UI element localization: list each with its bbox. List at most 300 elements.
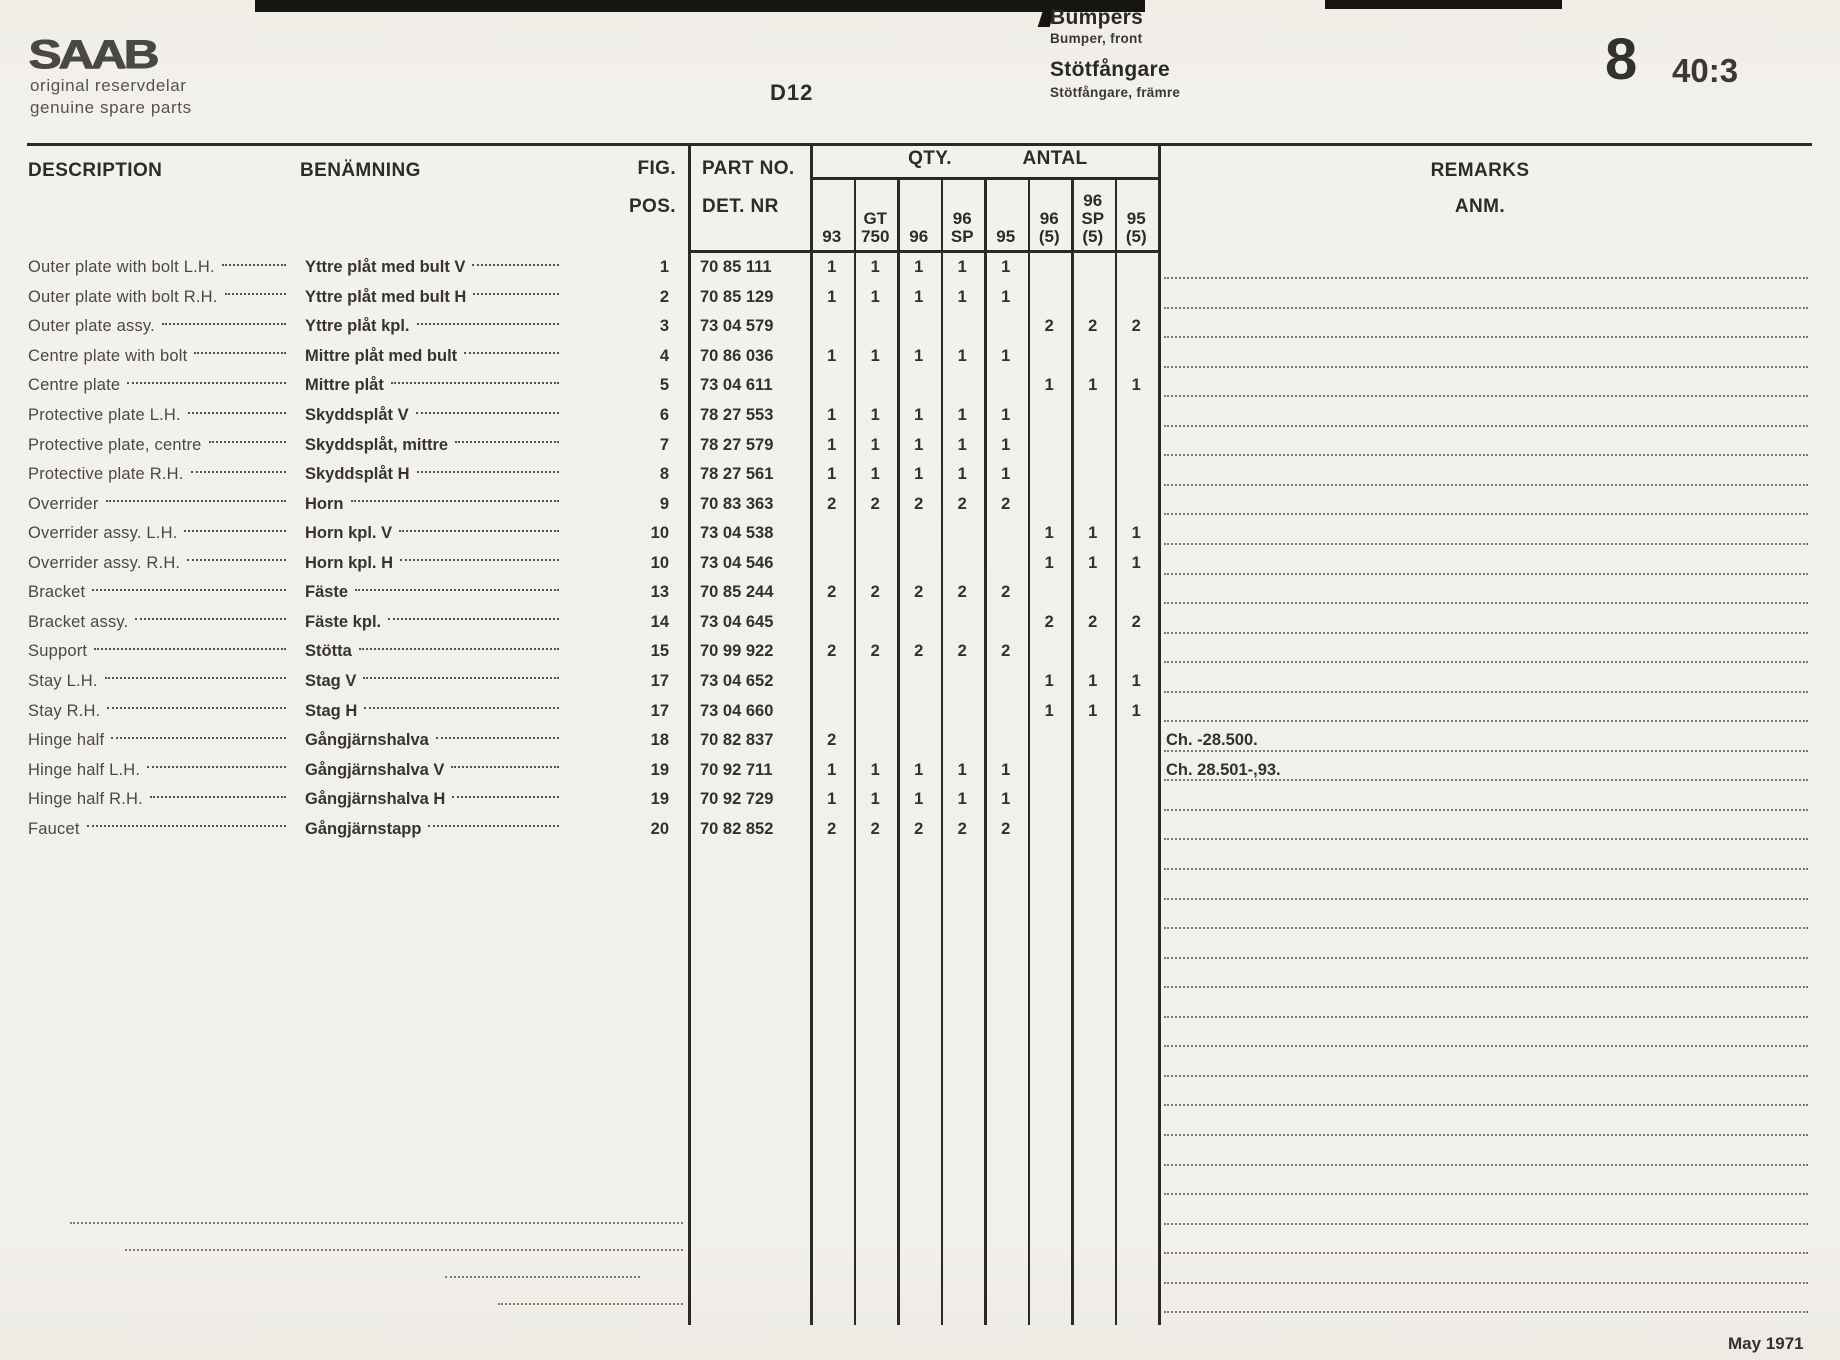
qty-cell: 1: [1131, 553, 1141, 572]
fig-pos-cell: 18: [650, 731, 669, 750]
qty-cell: [1028, 430, 1072, 460]
qty-cell: [810, 519, 854, 549]
qty-cell: [1115, 401, 1159, 431]
qty-cell: [1115, 430, 1159, 460]
description-cell: [28, 283, 290, 313]
remarks-ruled-line: [1164, 1223, 1808, 1225]
description-cell: [28, 519, 290, 549]
remarks-ruled-line: [1164, 513, 1808, 515]
remarks-ruled-line: [1164, 957, 1808, 959]
qty-cell: 2: [1131, 612, 1141, 631]
qty-cell: [1071, 283, 1115, 313]
qty-cell: [1071, 253, 1115, 283]
remarks-ruled-line: [1164, 307, 1808, 309]
qty-cell: [897, 519, 941, 549]
description-cell: [28, 489, 290, 519]
qty-cell: [854, 371, 898, 401]
qty-cell: [810, 549, 854, 579]
qty-cell: 1: [870, 287, 880, 306]
benamning-cell: [305, 696, 563, 726]
qty-cell: 2: [1001, 583, 1011, 602]
qty-subheader-line: 95: [1126, 209, 1146, 228]
qty-cell: [1071, 785, 1115, 815]
qty-cell: 2: [1001, 494, 1011, 513]
qty-subheader-line: 95: [996, 227, 1016, 246]
dot-leader: [428, 825, 559, 827]
dot-leader: [222, 264, 286, 266]
dot-leader: [135, 618, 286, 620]
qty-cell: [1028, 342, 1072, 372]
qty-cell: 2: [914, 642, 924, 661]
qty-cell: 1: [957, 435, 967, 454]
dot-leader: [106, 500, 286, 502]
qty-cell: [810, 696, 854, 726]
remarks-ruled-line: [1164, 720, 1808, 722]
qty-cell: 2: [1001, 642, 1011, 661]
qty-subheader-line: (5): [1125, 227, 1147, 246]
qty-cell: [854, 696, 898, 726]
fig-pos-cell: 19: [650, 790, 669, 809]
section-subtitle-sv: Stötfångare, främre: [1050, 85, 1181, 100]
description-cell: [28, 755, 290, 785]
part-no-cell: 70 82 852: [700, 819, 774, 838]
benamning-cell-text: Gångjärnstapp: [305, 819, 422, 838]
remarks-ruled-line: [1164, 1164, 1808, 1166]
qty-cell: 1: [1131, 524, 1141, 543]
benamning-cell: [305, 667, 563, 697]
dot-leader: [225, 293, 286, 295]
description-cell: [28, 549, 290, 579]
qty-cell: 1: [914, 760, 924, 779]
fig-pos-cell: 17: [650, 671, 669, 690]
section-reference: 40:3: [1672, 52, 1739, 89]
part-no-cell: 70 92 711: [700, 760, 773, 779]
qty-cell: [1115, 755, 1159, 785]
benamning-cell: [305, 401, 563, 431]
remarks-ruled-line: [1164, 661, 1808, 663]
remarks-ruled-line: [1164, 484, 1808, 486]
part-no-cell: 73 04 652: [700, 671, 774, 690]
qty-cell: [941, 667, 985, 697]
col-header-fig: FIG.: [637, 158, 676, 179]
qty-cell: 2: [914, 583, 924, 602]
remarks-ruled-line: [1164, 927, 1808, 929]
qty-cell: [984, 608, 1028, 638]
qty-cell: [941, 312, 985, 342]
dot-leader: [355, 589, 559, 591]
qty-cell: 1: [914, 258, 924, 277]
dot-leader: [188, 412, 286, 414]
qty-cell: 1: [1088, 701, 1098, 720]
qty-cell: [941, 371, 985, 401]
remarks-ruled-line: [1164, 691, 1808, 693]
dot-leader: [464, 352, 559, 354]
qty-cell: 1: [827, 465, 837, 484]
dot-leader: [107, 707, 286, 709]
benamning-cell-text: Fäste: [305, 583, 349, 602]
qty-cell: 1: [1088, 553, 1098, 572]
qty-cell: [897, 549, 941, 579]
part-no-cell: 73 04 546: [700, 553, 774, 572]
qty-cell: 1: [870, 346, 880, 365]
col-header-description: DESCRIPTION: [28, 160, 163, 181]
description-cell-text: Outer plate with bolt L.H.: [28, 258, 215, 277]
qty-cell: [810, 667, 854, 697]
qty-cell: 2: [870, 819, 880, 838]
description-cell-text: Hinge half L.H.: [28, 760, 141, 779]
benamning-cell: [305, 814, 563, 844]
part-no-cell: 70 86 036: [700, 346, 774, 365]
col-header-antal: ANTAL: [1022, 148, 1088, 169]
remarks-ruled-line: [1164, 986, 1808, 988]
qty-cell: 1: [957, 465, 967, 484]
description-cell-text: Centre plate with bolt: [28, 346, 188, 365]
description-cell-text: Outer plate assy.: [28, 317, 155, 336]
qty-cell: [1028, 401, 1072, 431]
benamning-cell: [305, 578, 563, 608]
benamning-cell-text: Skyddsplåt V: [305, 406, 409, 425]
qty-cell: 1: [1044, 671, 1054, 690]
qty-cell: 2: [827, 642, 837, 661]
qty-cell: [1028, 814, 1072, 844]
remarks-ruled-line: [1164, 838, 1808, 840]
qty-subheader: [984, 179, 1028, 248]
qty-cell: [941, 696, 985, 726]
qty-cell: [854, 608, 898, 638]
qty-subheader-line: 96: [1039, 209, 1059, 228]
remarks-ruled-line: [1164, 366, 1808, 368]
remarks-ruled-line: [1164, 1045, 1808, 1047]
qty-subheader: [854, 179, 898, 248]
qty-cell: [897, 371, 941, 401]
part-no-cell: 70 83 363: [700, 494, 774, 513]
benamning-cell-text: Gångjärnshalva V: [305, 760, 445, 779]
qty-cell: [854, 667, 898, 697]
dot-leader: [417, 471, 559, 473]
qty-cell: [1071, 578, 1115, 608]
remarks-ruled-line: [1164, 1193, 1808, 1195]
qty-cell: 2: [870, 583, 880, 602]
brand-tagline-swedish: original reservdelar: [30, 76, 187, 95]
qty-cell: [854, 312, 898, 342]
benamning-cell-text: Horn kpl. V: [305, 524, 393, 543]
qty-subheader: [1115, 179, 1159, 248]
qty-cell: 2: [827, 583, 837, 602]
col-header-pos: POS.: [628, 196, 676, 217]
remarks-ruled-line: [1164, 898, 1808, 900]
qty-subheader-line: SP: [950, 227, 974, 246]
qty-cell: [1115, 785, 1159, 815]
qty-cell: 2: [957, 819, 967, 838]
part-no-cell: 70 85 244: [700, 583, 774, 602]
qty-subheader-line: SP: [1081, 209, 1105, 228]
qty-cell: 2: [1131, 317, 1141, 336]
dot-leader: [436, 737, 559, 739]
col-header-det-nr: DET. NR: [702, 196, 779, 217]
dotted-line: [498, 1303, 683, 1305]
dot-leader: [452, 796, 559, 798]
part-no-cell: 70 99 922: [700, 642, 774, 661]
qty-subheader-line: 93: [822, 227, 842, 246]
benamning-cell-text: Gångjärnshalva H: [305, 790, 446, 809]
qty-cell: 1: [1001, 465, 1011, 484]
dot-leader: [105, 677, 286, 679]
qty-cell: 1: [957, 258, 967, 277]
qty-cell: 1: [1088, 671, 1098, 690]
dot-leader: [391, 382, 559, 384]
qty-cell: [1028, 755, 1072, 785]
qty-cell: 1: [827, 346, 837, 365]
qty-subheader-line: (5): [1082, 227, 1104, 246]
remarks-ruled-line: [1164, 573, 1808, 575]
qty-cell: 1: [1001, 258, 1011, 277]
remarks-ruled-line: [1164, 454, 1808, 456]
qty-cell: [984, 549, 1028, 579]
benamning-cell-text: Yttre plåt kpl.: [305, 317, 410, 336]
qty-cell: [810, 608, 854, 638]
fig-pos-cell: 10: [650, 553, 669, 572]
fig-pos-cell: 14: [650, 612, 669, 631]
description-cell: [28, 814, 290, 844]
description-cell-text: Hinge half: [28, 731, 105, 750]
qty-cell: [1071, 430, 1115, 460]
qty-cell: 2: [870, 642, 880, 661]
qty-cell: [984, 696, 1028, 726]
dot-leader: [191, 471, 286, 473]
qty-cell: 2: [870, 494, 880, 513]
qty-cell: [984, 726, 1028, 756]
part-no-cell: 73 04 538: [700, 524, 774, 543]
remarks-ruled-line: [1164, 1134, 1808, 1136]
qty-cell: [984, 519, 1028, 549]
part-no-cell: 73 04 645: [700, 612, 774, 631]
benamning-cell-text: Stötta: [305, 642, 352, 661]
description-cell: [28, 785, 290, 815]
fig-pos-cell: 20: [650, 819, 669, 838]
benamning-cell: [305, 430, 563, 460]
benamning-cell: [305, 637, 563, 667]
qty-cell: [1115, 460, 1159, 490]
qty-cell: [854, 549, 898, 579]
fig-pos-cell: 3: [659, 317, 669, 336]
benamning-cell-text: Mittre plåt: [305, 376, 384, 395]
qty-cell: 1: [827, 760, 837, 779]
qty-cell: [1071, 814, 1115, 844]
part-no-cell: 70 85 111: [700, 258, 772, 277]
qty-cell: 2: [1001, 819, 1011, 838]
description-cell: [28, 667, 290, 697]
fig-pos-cell: 5: [659, 376, 669, 395]
section-subtitle-en: Bumper, front: [1050, 31, 1143, 46]
qty-cell: [897, 667, 941, 697]
col-header-part-no: PART NO.: [702, 158, 795, 179]
qty-cell: 1: [1001, 346, 1011, 365]
fig-pos-cell: 1: [659, 258, 669, 277]
qty-cell: 1: [870, 790, 880, 809]
col-header-remarks: REMARKS: [1430, 160, 1530, 181]
fig-pos-cell: 8: [659, 465, 669, 484]
qty-cell: [941, 519, 985, 549]
remarks-ruled-line: [1164, 425, 1808, 427]
qty-cell: 1: [1001, 435, 1011, 454]
qty-cell: [1071, 755, 1115, 785]
qty-subheader-line: (5): [1038, 227, 1060, 246]
description-cell-text: Stay R.H.: [28, 701, 101, 720]
dot-leader: [162, 323, 286, 325]
benamning-cell: [305, 549, 563, 579]
description-cell: [28, 342, 290, 372]
qty-cell: [1028, 489, 1072, 519]
benamning-cell-text: Mittre plåt med bult: [305, 346, 458, 365]
qty-cell: 1: [957, 287, 967, 306]
dot-leader: [417, 323, 559, 325]
dotted-line: [125, 1249, 683, 1251]
qty-subheader: [897, 179, 941, 248]
description-cell-text: Outer plate with bolt R.H.: [28, 287, 218, 306]
qty-cell: 1: [957, 406, 967, 425]
benamning-cell-text: Stag H: [305, 701, 358, 720]
dot-leader: [451, 766, 559, 768]
benamning-cell-text: Yttre plåt med bult H: [305, 287, 467, 306]
benamning-cell: [305, 283, 563, 313]
qty-subheader: [810, 179, 854, 248]
part-no-cell: 73 04 660: [700, 701, 774, 720]
qty-cell: 1: [1044, 524, 1054, 543]
dot-leader: [472, 264, 559, 266]
remarks-ruled-line: [1164, 602, 1808, 604]
dot-leader: [147, 766, 286, 768]
dot-leader: [388, 618, 559, 620]
qty-subheader-line: 750: [861, 227, 890, 246]
fig-pos-cell: 9: [659, 494, 669, 513]
dot-leader: [94, 648, 286, 650]
dot-leader: [194, 352, 286, 354]
part-no-cell: 70 92 729: [700, 790, 774, 809]
benamning-cell: [305, 726, 563, 756]
description-cell: [28, 726, 290, 756]
benamning-cell: [305, 253, 563, 283]
qty-cell: 1: [914, 790, 924, 809]
remarks-ruled-line: [1164, 1016, 1808, 1018]
remarks-ruled-line: [1164, 779, 1808, 781]
qty-cell: 1: [870, 760, 880, 779]
qty-cell: [1071, 401, 1115, 431]
qty-cell: [1028, 726, 1072, 756]
qty-cell: 2: [1044, 612, 1054, 631]
qty-cell: 1: [914, 346, 924, 365]
description-cell-text: Faucet: [28, 819, 80, 838]
fig-pos-cell: 15: [650, 642, 669, 661]
dot-leader: [209, 441, 286, 443]
dot-leader: [87, 825, 286, 827]
remarks-ruled-line: [1164, 543, 1808, 545]
fig-pos-cell: 7: [659, 435, 669, 454]
qty-subheader-line: 96: [1083, 191, 1103, 210]
benamning-cell: [305, 460, 563, 490]
description-cell-text: Support: [28, 642, 88, 661]
col-header-benamning: BENÄMNING: [300, 160, 421, 181]
qty-cell: 1: [827, 258, 837, 277]
fig-pos-cell: 17: [650, 701, 669, 720]
dotted-line: [445, 1276, 640, 1278]
part-no-cell: 73 04 611: [700, 376, 773, 395]
qty-cell: 1: [870, 465, 880, 484]
dot-leader: [400, 559, 559, 561]
qty-cell: [1115, 726, 1159, 756]
qty-subheader: [941, 179, 985, 248]
qty-subheader: [1028, 179, 1072, 248]
benamning-cell: [305, 755, 563, 785]
benamning-cell-text: Yttre plåt med bult V: [305, 258, 466, 277]
dot-leader: [416, 412, 559, 414]
qty-cell: 2: [1044, 317, 1054, 336]
part-no-cell: 70 85 129: [700, 287, 774, 306]
qty-cell: [1071, 342, 1115, 372]
dot-leader: [111, 737, 286, 739]
qty-cell: 2: [827, 731, 837, 750]
qty-cell: [941, 549, 985, 579]
qty-cell: [1115, 283, 1159, 313]
remarks-cell: Ch. 28.501-,93.: [1166, 760, 1281, 779]
saab-logo: SAAB: [28, 30, 156, 77]
qty-cell: [1071, 460, 1115, 490]
description-cell-text: Hinge half R.H.: [28, 790, 143, 809]
qty-cell: 1: [827, 790, 837, 809]
qty-cell: 2: [914, 819, 924, 838]
footer-date: May 1971: [1728, 1334, 1804, 1353]
benamning-cell: [305, 608, 563, 638]
qty-cell: [854, 726, 898, 756]
section-title-sv: Stötfångare: [1050, 58, 1170, 81]
qty-cell: 1: [870, 435, 880, 454]
qty-cell: 1: [870, 258, 880, 277]
qty-cell: [1115, 342, 1159, 372]
description-cell: [28, 312, 290, 342]
dot-leader: [399, 530, 559, 532]
qty-cell: [1115, 814, 1159, 844]
description-cell: [28, 253, 290, 283]
fig-pos-cell: 6: [659, 406, 669, 425]
qty-cell: [1028, 578, 1072, 608]
remarks-ruled-line: [1164, 809, 1808, 811]
qty-cell: 1: [957, 346, 967, 365]
benamning-cell-text: Skyddsplåt H: [305, 465, 410, 484]
qty-cell: [1115, 578, 1159, 608]
dot-leader: [187, 559, 286, 561]
description-cell-text: Protective plate, centre: [28, 435, 202, 454]
description-cell-text: Protective plate L.H.: [28, 406, 181, 425]
description-cell-text: Protective plate R.H.: [28, 465, 184, 484]
description-cell-text: Stay L.H.: [28, 671, 98, 690]
remarks-cell: Ch. -28.500.: [1166, 731, 1258, 750]
fig-pos-cell: 19: [650, 760, 669, 779]
qty-cell: 2: [827, 494, 837, 513]
qty-cell: 2: [1088, 612, 1098, 631]
description-cell: [28, 637, 290, 667]
part-no-cell: 78 27 553: [700, 406, 774, 425]
benamning-cell: [305, 489, 563, 519]
qty-cell: [1115, 637, 1159, 667]
benamning-cell: [305, 519, 563, 549]
part-no-cell: 70 82 837: [700, 731, 774, 750]
benamning-cell-text: Fäste kpl.: [305, 612, 382, 631]
qty-cell: [810, 371, 854, 401]
part-no-cell: 78 27 579: [700, 435, 774, 454]
qty-cell: 1: [914, 435, 924, 454]
qty-cell: 1: [1131, 376, 1141, 395]
qty-cell: 2: [914, 494, 924, 513]
qty-cell: [1115, 489, 1159, 519]
